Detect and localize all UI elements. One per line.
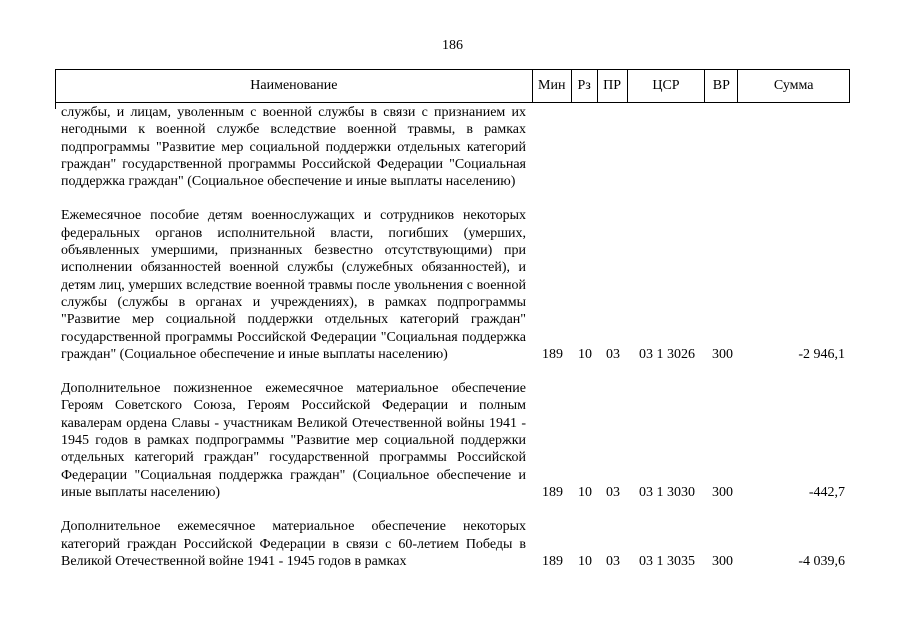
row-sum: -4 039,6 [798, 553, 845, 569]
row-min: 189 [542, 553, 563, 569]
row-min: 189 [542, 484, 563, 500]
row-rz: 10 [578, 346, 592, 362]
row-vr: 300 [712, 484, 733, 500]
table-body [55, 104, 850, 587]
table-header [55, 69, 850, 103]
row-pr: 03 [606, 346, 620, 362]
row-csr: 03 1 3026 [639, 346, 695, 362]
header-min: Мин [533, 70, 572, 102]
header-rz: Рз [572, 70, 598, 102]
row-rz: 10 [578, 484, 592, 500]
row-pr: 03 [606, 553, 620, 569]
table-row [55, 104, 850, 190]
row-name: службы, и лицам, уволенным с военной службы в связи с признанием их негодными к военной службе вследствие военной травмы, в рамках подпрограммы "Развитие мер социальной поддержки отдельных категорий граждан" государственной программы Российской Федерации "Социальная поддержка граждан" (Социальное обеспечение и иные выплаты населению) [61, 105, 526, 190]
row-name: Ежемесячное пособие детям военнослужащих и сотрудников некоторых федеральных органов исполнительной власти, погибших (умерших, объявленных умершими, признанных безвестно отсутствующими) при исполнении обязанностей военной службы (служебных обязанностей), и детям лиц, умерших вследствие военной травмы после увольнения с военной службы (службы в органах и учреждениях), в рамках подпрограммы "Развитие мер социальной поддержки отдельных категорий граждан" государственной программы Российской Федерации "Социальная поддержка граждан" (Социальное обеспечение и иные выплаты населению) [61, 208, 526, 362]
row-csr: 03 1 3030 [639, 484, 695, 500]
header-vr: ВР [705, 70, 738, 102]
page-number: 186 [442, 38, 463, 53]
row-vr: 300 [712, 346, 733, 362]
row-name: Дополнительное ежемесячное материальное обеспечение некоторых категорий граждан Российской Федерации в связи с 60-летием Победы в Великой Отечественной войне 1941 - 1945 годов в рамках [61, 519, 526, 569]
row-rz: 10 [578, 553, 592, 569]
header-name: Наименование [56, 70, 533, 102]
row-pr: 03 [606, 484, 620, 500]
row-csr: 03 1 3035 [639, 553, 695, 569]
row-name: Дополнительное пожизненное ежемесячное материальное обеспечение Героям Советского Союза, Героям Российской Федерации и полным кавалерам ордена Славы - участникам Великой Отечественной войны 1941 - 1945 годов в рамках подпрограммы "Развитие мер социальной поддержки отдельных категорий граждан" государственной программы Российской Федерации "Социальная поддержка граждан" (Социальное обеспечение и иные выплаты населению) [61, 381, 526, 500]
header-csr: ЦСР [628, 70, 706, 102]
table-row [55, 518, 850, 570]
row-sum: -2 946,1 [798, 346, 845, 362]
header-sum: Сумма [773, 78, 814, 93]
row-sum: -442,7 [808, 484, 845, 500]
row-vr: 300 [712, 553, 733, 569]
table-row [55, 380, 850, 501]
header-pr: ПР [598, 70, 628, 102]
row-min: 189 [542, 346, 563, 362]
table-row [55, 207, 850, 363]
